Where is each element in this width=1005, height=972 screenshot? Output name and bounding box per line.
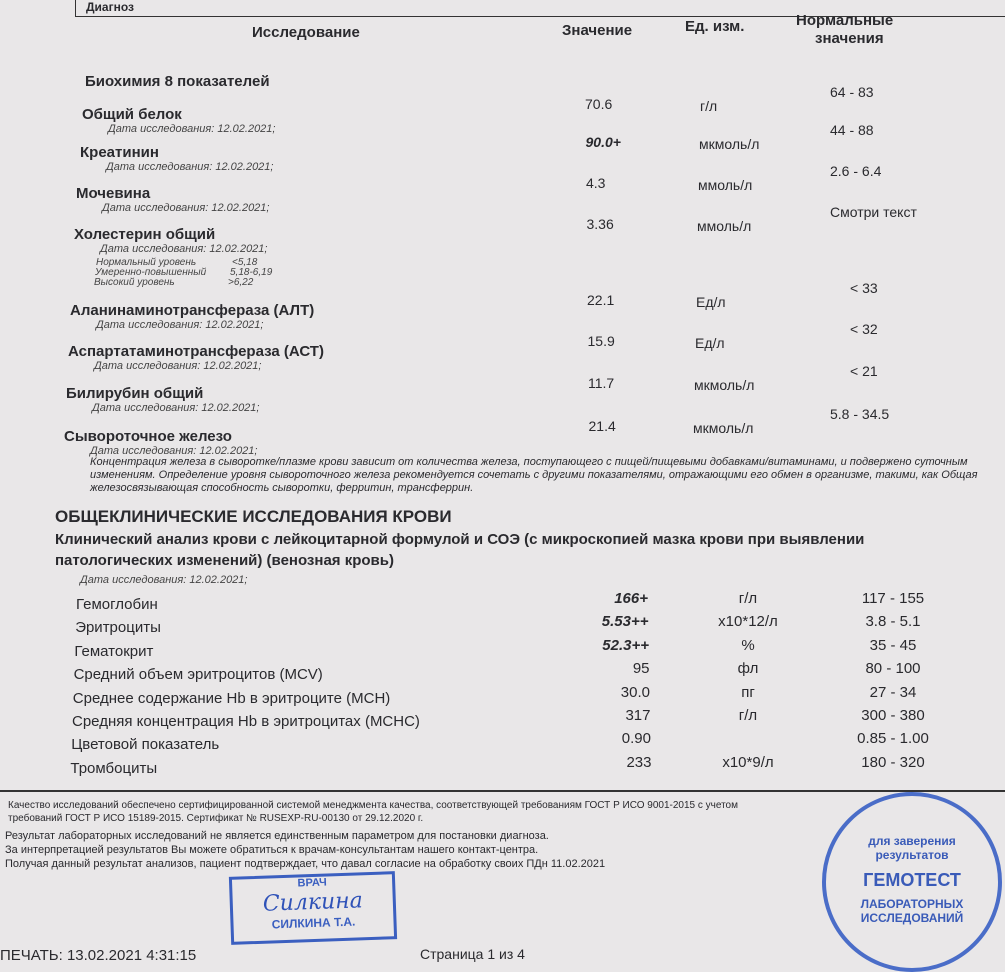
test-unit: г/л [700, 98, 718, 114]
test-unit: мкмоль/л [699, 136, 760, 152]
disclaimer-1: Результат лабораторных исследований не является единственным параметром для постановки диагноза. [5, 830, 549, 842]
test-name: Мочевина [76, 185, 151, 202]
blood-test-name: Средняя концентрация Hb в эритроцитах (MCHC) [72, 713, 420, 730]
test-unit: ммоль/л [698, 177, 753, 193]
col-norm-header-1: Нормальные [796, 12, 894, 29]
test-value: 90.0+ [585, 134, 621, 150]
blood-date: Дата исследования: 12.02.2021; [80, 574, 248, 586]
test-date: Дата исследования: 12.02.2021; [94, 360, 262, 372]
iron-note: Концентрация железа в сыворотке/плазме крови зависит от количества железа, поступающего с пищей/пищевыми добавками/витаминами, и подвержено суточным изменениям. Определение уровня сывороточного железа рекомендуется сочетать с другими показателями, отражающими его обмен в организме, такими, как Общая железосвязывающая способность сыворотки, ферритин, трансферрин. [90, 456, 978, 494]
test-value: 3.36 [586, 216, 614, 232]
test-norm: 64 - 83 [830, 84, 874, 100]
test-name: Аспартатаминотрансфераза (АСТ) [68, 343, 324, 360]
test-date: Дата исследования: 12.02.2021; [102, 202, 270, 214]
doctor-title: ВРАЧ [297, 876, 327, 890]
test-name: Креатинин [80, 144, 159, 161]
test-name: Аланинаминотрансфераза (АЛТ) [70, 302, 315, 319]
blood-test-unit: х10*9/л [722, 753, 774, 771]
blood-test-name: Гематокрит [74, 642, 154, 660]
blood-test-name: Цветовой показатель [71, 736, 220, 754]
blood-test-unit: % [741, 636, 755, 654]
lab-stamp-line-4: ИССЛЕДОВАНИЙ [860, 911, 964, 925]
col-value-header: Значение [562, 22, 633, 39]
test-value: 22.1 [587, 292, 615, 308]
test-unit: мкмоль/л [693, 420, 754, 436]
col-norm-header-2: значения [815, 30, 884, 47]
cholesterol-level-value: >6,22 [228, 277, 254, 288]
blood-test-norm: 180 - 320 [861, 753, 925, 771]
test-value: 4.3 [586, 175, 606, 191]
blood-test-norm: 117 - 155 [861, 590, 925, 607]
blood-test-value: 52.3++ [602, 636, 649, 654]
blood-test-title-1: Клинический анализ крови с лейкоцитарной формулой и СОЭ (с микроскопией мазка крови при выявлении [55, 531, 865, 548]
lab-stamp-brand: ГЕМОТЕСТ [863, 870, 961, 890]
blood-test-norm: 300 - 380 [861, 707, 925, 724]
test-name: Билирубин общий [66, 385, 204, 402]
print-timestamp: ПЕЧАТЬ: 13.02.2021 4:31:15 [0, 947, 197, 964]
col-test-header: Исследование [252, 24, 360, 41]
test-value: 15.9 [587, 333, 615, 349]
test-date: Дата исследования: 12.02.2021; [96, 319, 264, 331]
footer-divider [0, 790, 1005, 792]
test-value: 11.7 [588, 375, 615, 391]
blood-test-value: 30.0 [620, 683, 650, 701]
blood-test-name: Тромбоциты [70, 759, 158, 777]
blood-test-name: Гемоглобин [76, 596, 158, 613]
lab-stamp-line-2: результатов [875, 848, 949, 862]
cholesterol-level-label: Нормальный уровень [96, 257, 197, 268]
cholesterol-level-value: 5,18-6,19 [230, 267, 273, 278]
quality-line-2: требований ГОСТ Р ИСО 15189-2015. Сертификат № RUSEXP-RU-00130 от 29.12.2020 г. [8, 813, 424, 824]
blood-test-value: 233 [626, 753, 652, 771]
doctor-name: СИЛКИНА Т.А. [271, 914, 356, 932]
test-norm: < 21 [850, 363, 878, 379]
blood-test-unit: г/л [738, 707, 758, 724]
quality-line-1: Качество исследований обеспечено сертифицированной системой менеджмента качества, соответствующей требованиям ГОСТ Р ИСО 9001-2015 с учетом [8, 800, 738, 811]
col-unit-header: Ед. изм. [685, 18, 745, 35]
test-date: Дата исследования: 12.02.2021; [90, 445, 258, 457]
disclaimer-3: Получая данный результат анализов, пациент подтверждает, что давал согласие на обработку своих ПДн 11.02.2021 [5, 858, 606, 870]
blood-test-name: Эритроциты [75, 619, 161, 637]
test-norm: Смотри текст [830, 204, 917, 220]
cholesterol-level-value: <5,18 [232, 257, 258, 268]
blood-test-name: Средний объем эритроцитов (MCV) [73, 666, 323, 684]
test-date: Дата исследования: 12.02.2021; [100, 243, 268, 255]
blood-test-value: 0.90 [621, 730, 651, 748]
test-norm: 5.8 - 34.5 [830, 406, 890, 422]
test-name: Сывороточное железо [64, 428, 232, 445]
blood-test-value: 5.53++ [601, 613, 649, 631]
blood-test-norm: 3.8 - 5.1 [865, 613, 921, 631]
cholesterol-level-label: Умеренно-повышенный [95, 267, 207, 278]
blood-test-value: 95 [632, 660, 650, 678]
blood-test-value: 166+ [614, 590, 648, 607]
blood-test-norm: 35 - 45 [869, 636, 917, 654]
lab-stamp-line-1: для заверения [868, 834, 956, 848]
disclaimer-2: За интерпретацией результатов Вы можете обратиться к врачам-консультантам нашего контакт-центра. [5, 844, 539, 856]
doctor-stamp [229, 871, 397, 945]
blood-test-norm: 27 - 34 [869, 683, 917, 701]
signature: Силкина [262, 888, 364, 917]
test-unit: ммоль/л [697, 218, 752, 234]
test-norm: < 32 [850, 321, 878, 337]
test-name: Общий белок [82, 106, 182, 123]
blood-test-unit: х10*12/л [718, 613, 778, 631]
test-date: Дата исследования: 12.02.2021; [106, 161, 274, 173]
blood-test-unit: фл [737, 660, 759, 678]
test-norm: < 33 [850, 280, 878, 296]
test-date: Дата исследования: 12.02.2021; [108, 123, 276, 135]
test-name: Холестерин общий [74, 226, 216, 243]
test-date: Дата исследования: 12.02.2021; [92, 402, 260, 414]
blood-test-unit: пг [741, 683, 755, 701]
diagnosis-label: Диагноз [86, 0, 134, 14]
test-unit: Ед/л [696, 294, 726, 310]
test-norm: 2.6 - 6.4 [830, 163, 882, 179]
test-norm: 44 - 88 [830, 122, 874, 138]
cholesterol-level-label: Высокий уровень [94, 277, 175, 288]
lab-stamp-line-3: ЛАБОРАТОРНЫХ [860, 897, 964, 911]
blood-test-title-2: патологических изменений) (венозная кровь) [55, 552, 394, 569]
page-number: Страница 1 из 4 [420, 946, 525, 962]
test-unit: Ед/л [695, 335, 725, 351]
blood-test-norm: 0.85 - 1.00 [857, 730, 929, 748]
blood-test-unit: г/л [738, 590, 758, 607]
test-value: 70.6 [585, 96, 613, 112]
blood-test-value: 317 [625, 707, 651, 724]
lab-stamp [822, 792, 1002, 972]
test-unit: мкмоль/л [694, 377, 755, 393]
blood-section-title: ОБЩЕКЛИНИЧЕСКИЕ ИССЛЕДОВАНИЯ КРОВИ [55, 507, 452, 526]
blood-test-norm: 80 - 100 [865, 660, 921, 678]
blood-test-name: Среднее содержание Hb в эритроците (MCH) [72, 689, 391, 707]
biochem-title: Биохимия 8 показателей [85, 73, 270, 90]
test-value: 21.4 [588, 418, 616, 434]
